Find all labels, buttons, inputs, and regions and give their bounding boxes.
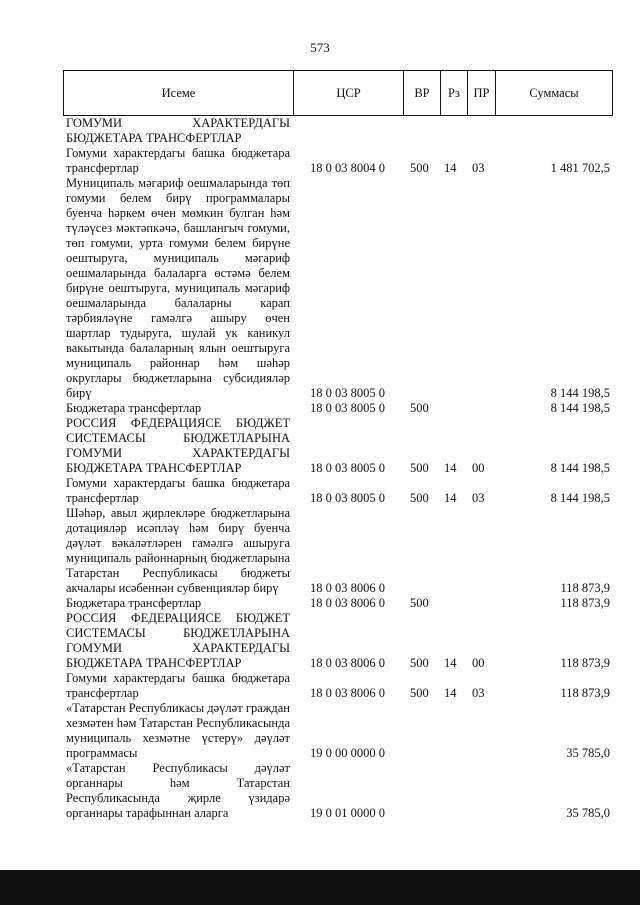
row-csr: 18 0 03 8006 0 bbox=[310, 656, 385, 670]
row-name: РОССИЯ ФЕДЕРАЦИЯСЕ БЮДЖЕТ СИСТЕМАСЫ БЮДЖЕТЛАРЫНА ГОМУМИ ХАРАКТЕРДАГЫ БЮДЖЕТАРА ТРАНСФЕРТЛАР bbox=[66, 611, 290, 670]
row-csr: 19 0 00 0000 0 bbox=[310, 746, 385, 760]
row-pr: 03 bbox=[472, 491, 485, 505]
row-vr: 500 bbox=[410, 686, 429, 700]
row-name: Гомуми характердагы башка бюджетара трансфертлар bbox=[66, 146, 290, 175]
row-rz: 14 bbox=[444, 161, 457, 175]
row-sum: 118 873,9 bbox=[560, 656, 610, 670]
row-csr: 18 0 03 8005 0 bbox=[310, 401, 385, 415]
page-number: 573 bbox=[310, 40, 330, 55]
row-sum: 35 785,0 bbox=[566, 806, 610, 820]
table-body bbox=[66, 116, 614, 821]
row-vr: 500 bbox=[410, 491, 429, 505]
table-row bbox=[66, 476, 614, 506]
row-vr: 500 bbox=[410, 596, 429, 610]
row-csr: 18 0 03 8004 0 bbox=[310, 161, 385, 175]
table-row bbox=[66, 611, 614, 671]
row-sum: 118 873,9 bbox=[560, 596, 610, 610]
table-row bbox=[66, 116, 614, 146]
row-sum: 1 481 702,5 bbox=[550, 161, 610, 175]
header-vr: ВР bbox=[404, 71, 441, 115]
row-vr: 500 bbox=[410, 401, 429, 415]
row-sum: 118 873,9 bbox=[560, 686, 610, 700]
row-name: Гомуми характердагы башка бюджетара трансфертлар bbox=[66, 671, 290, 700]
row-rz: 14 bbox=[444, 656, 457, 670]
row-name: Шәһәр, авыл җирлекләре бюджетларына дотацияләр исәпләү һәм бирү буенча дәүләт вәкаләтләрен гамәлгә ашыруга муниципаль районнарның бюджетларына Татарстан Республикасы бюджеты акчалары исәбеннән субвенцияләр бирү bbox=[66, 506, 290, 595]
row-csr: 18 0 03 8006 0 bbox=[310, 686, 385, 700]
table-row bbox=[66, 761, 614, 821]
row-name: ГОМУМИ ХАРАКТЕРДАГЫ БЮДЖЕТАРА ТРАНСФЕРТЛАР bbox=[66, 116, 290, 145]
row-rz: 14 bbox=[444, 686, 457, 700]
row-vr: 500 bbox=[410, 461, 429, 475]
row-name: «Татарстан Республикасы дәүләт граждан хезмәтен һәм Татарстан Республикасында муниципаль хезмәтне үстерү» дәүләт программасы bbox=[66, 701, 290, 760]
row-name: Муниципаль мәгариф оешмаларында төп гомуми белем бирү программалары буенча һәркем өчен мөмкин булган һәм түләүсез мәктәпкәчә, башлангыч гомуми, төп гомуми, урта гомуми белем бирүне оештыруга, муниципаль мәгариф оешмаларында балаларга өстәмә белем бирүне оештыруга, муниципаль мәгариф оешмаларында балаларны карап тәрбияләүне гамәлгә ашыру өчен шартлар тудыруга, шулай ук каникул вакытында балаларның ялын оештыруга муниципаль районнар һәм шәһәр округлары бюджетларына субсидияләр бирү bbox=[66, 176, 290, 400]
row-name: РОССИЯ ФЕДЕРАЦИЯСЕ БЮДЖЕТ СИСТЕМАСЫ БЮДЖЕТЛАРЫНА ГОМУМИ ХАРАКТЕРДАГЫ БЮДЖЕТАРА ТРАНСФЕРТЛАР bbox=[66, 416, 290, 475]
row-sum: 8 144 198,5 bbox=[550, 491, 610, 505]
row-pr: 00 bbox=[472, 656, 485, 670]
row-csr: 18 0 03 8005 0 bbox=[310, 386, 385, 400]
row-pr: 03 bbox=[472, 686, 485, 700]
table-row bbox=[66, 416, 614, 476]
table-row bbox=[66, 506, 614, 596]
header-name: Исеме bbox=[64, 71, 294, 115]
table-row bbox=[66, 596, 614, 611]
row-csr: 18 0 03 8006 0 bbox=[310, 596, 385, 610]
row-vr: 500 bbox=[410, 656, 429, 670]
header-csr: ЦСР bbox=[294, 71, 404, 115]
table-row bbox=[66, 146, 614, 176]
row-name: Бюджетара трансфертлар bbox=[66, 596, 202, 610]
row-csr: 19 0 01 0000 0 bbox=[310, 806, 385, 820]
row-rz: 14 bbox=[444, 491, 457, 505]
row-pr: 00 bbox=[472, 461, 485, 475]
table-row bbox=[66, 671, 614, 701]
row-vr: 500 bbox=[410, 161, 429, 175]
row-csr: 18 0 03 8005 0 bbox=[310, 491, 385, 505]
row-name: «Татарстан Республикасы дәүләт органнары һәм Татарстан Республикасында җирле үзидарә органнары тарафыннан аларга bbox=[66, 761, 290, 820]
row-sum: 8 144 198,5 bbox=[550, 461, 610, 475]
row-name: Бюджетара трансфертлар bbox=[66, 401, 202, 415]
row-sum: 118 873,9 bbox=[560, 581, 610, 595]
header-rz: Рз bbox=[441, 71, 468, 115]
table-row bbox=[66, 401, 614, 416]
row-csr: 18 0 03 8005 0 bbox=[310, 461, 385, 475]
table-header bbox=[63, 70, 613, 116]
row-name: Гомуми характердагы башка бюджетара трансфертлар bbox=[66, 476, 290, 505]
row-pr: 03 bbox=[472, 161, 485, 175]
header-sum: Суммасы bbox=[529, 85, 579, 100]
header-pr: ПР bbox=[468, 71, 496, 115]
table-row bbox=[66, 701, 614, 761]
row-rz: 14 bbox=[444, 461, 457, 475]
row-sum: 8 144 198,5 bbox=[550, 386, 610, 400]
row-sum: 8 144 198,5 bbox=[550, 401, 610, 415]
row-sum: 35 785,0 bbox=[566, 746, 610, 760]
row-csr: 18 0 03 8006 0 bbox=[310, 581, 385, 595]
table-row bbox=[66, 176, 614, 401]
bottom-band bbox=[0, 870, 640, 905]
